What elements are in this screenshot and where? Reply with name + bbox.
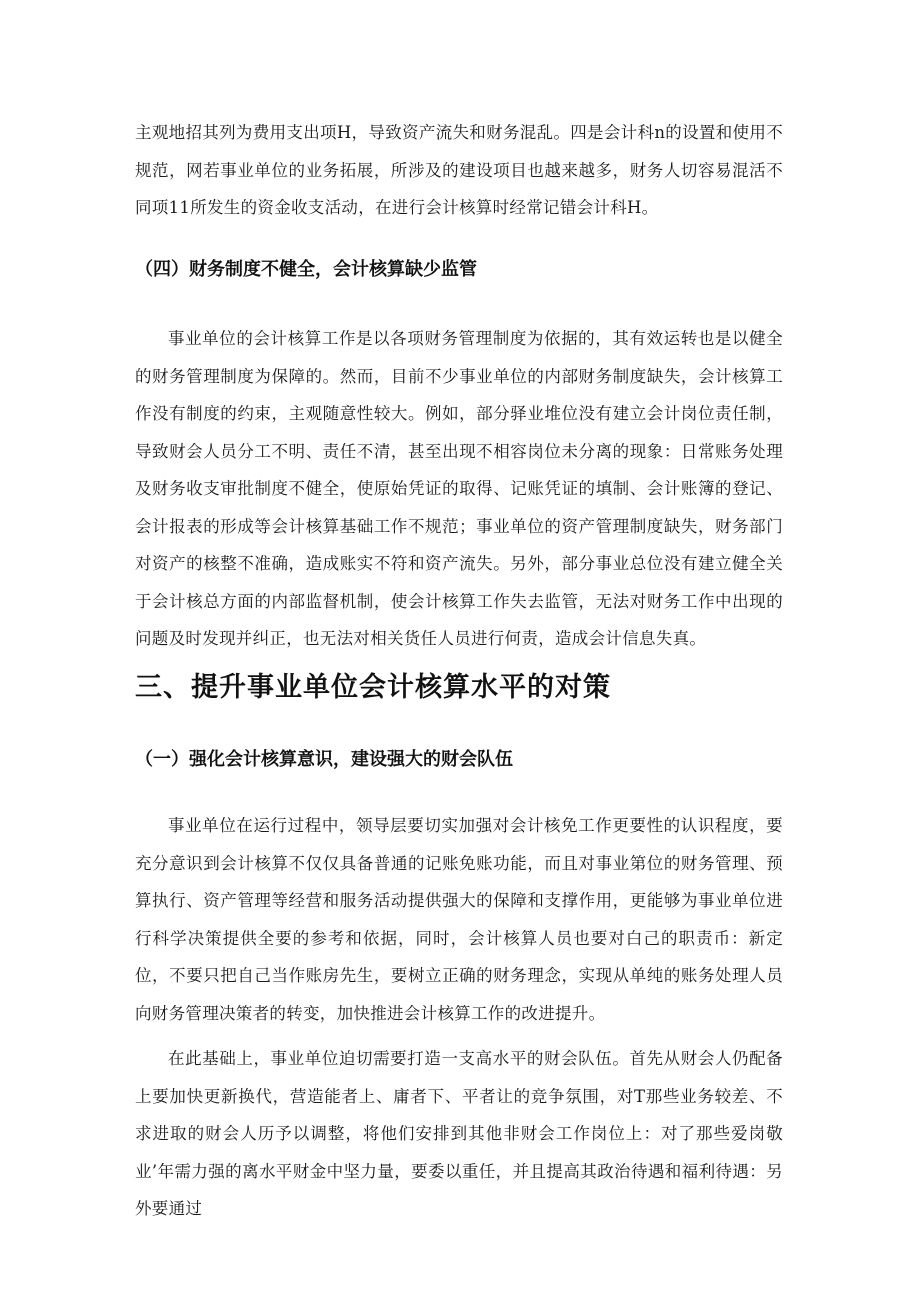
paragraph-financial-system: 事业单位的会计核算工作是以各项财务管理制度为依据的，其有效运转也是以健全的财务管理制度为保障的。然而，目前不少事业单位的内部财务制度缺失，会计核算工作没有制度的约束，主观随意性较大。例如，部分驿业堆位没有建立会计岗位责任制，导致财会人员分工不明、责任不清，甚至出现不相容岗位未分离的现象：日常账务处理及财务收支审批制度不健全，使原始凭证的取得、记账凭证的填制、会计账簿的登记、会计报表的形成等会计核算基础工作不规范；事业单位的资产管理制度缺失，财务部门对资产的核整不准确，造成账实不符和资产流失。另外，部分事业总位没有建立健全关于会计核总方面的内部监督机制，使会计核算工作失去监管，无法对财务工作中出现的问题及时发现并纠正，也无法对相关货任人员进行何责，造成会计信息失真。 (135, 329, 783, 648)
paragraph-finance-team: 在此基础上，事业单位迫切需要打造一支高水平的财会队伍。首先从财会人仍配备上要加快更新换代，营造能者上、庸者下、平者让的竞争氛围，对T那些业务较差、不求进取的财会人历予以调整，将他们安排到其他非财会工作岗位上：对了那些爱岗敬业’年需力强的离水平财金中坚力量，要委以重任，并且提高其政治待遇和福利待遇：另外要通过 (135, 1049, 783, 1218)
subheading-accounting-awareness: （一）强化会计核算意识，建设强大的财会队伍 (135, 749, 513, 770)
paragraph-subject-accounts: 主观地招其列为费用支出项H，导致资产流失和财务混乱。四是会计科n的设置和使用不规范，网若事业单位的业务拓展，所涉及的建设项目也越来越多，财务人切容易混活不同项11所发生的资金收支活动，在进行会计核算时经常记错会计科H。 (135, 123, 783, 217)
section-heading-countermeasures: 三、提升事业单位会计核算水平的对策 (135, 672, 611, 703)
subheading-financial-system: （四）财务制度不健全，会计核算缺少监管 (135, 259, 477, 280)
paragraph-accounting-awareness: 事业单位在运行过程中，领导层要切实加强对会计核免工作更要性的认识程度，要充分意识到会计核算不仅仅具备普通的记账免账功能，而且对事业第位的财务管理、预算执行、资产管理等经营和服务活动提供强大的保障和支撑作用，更能够为事业单位进行科学决策提供全要的参考和依据，同时，会计核算人员也要对白己的职责币：新定位，不要只把自己当作账房先生，要树立正确的财务理念，实现从单纯的账务处理人员向财务管理决策者的转变，加快推进会计核算工作的改进提升。 (135, 816, 783, 1023)
